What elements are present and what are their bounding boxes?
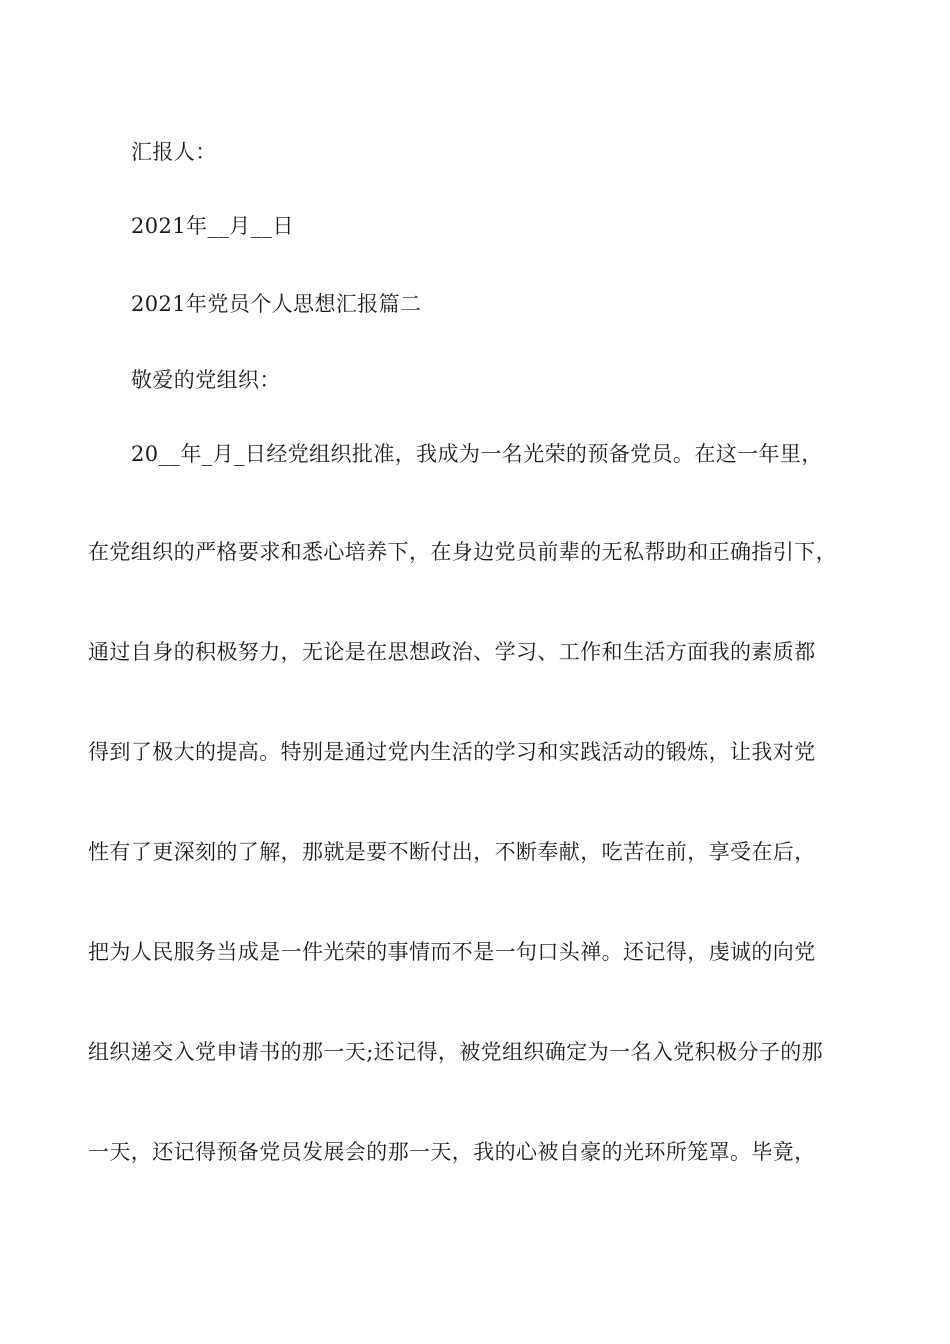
- paragraph-line: 组织递交入党申请书的那一天;还记得，被党组织确定为一名入党积极分子的那: [88, 1040, 824, 1064]
- salutation: 敬爱的党组织：: [131, 368, 281, 392]
- date-line: 2021年__月__日: [131, 214, 294, 238]
- paragraph-line: 得到了极大的提高。特别是通过党内生活的学习和实践活动的锻炼，让我对党: [88, 740, 816, 764]
- paragraph-line: 通过自身的积极努力，无论是在思想政治、学习、工作和生活方面我的素质都: [88, 640, 816, 664]
- paragraph-line: 在党组织的严格要求和悉心培养下，在身边党员前辈的无私帮助和正确指引下，: [88, 540, 837, 564]
- reporter-label: 汇报人：: [131, 140, 217, 164]
- paragraph-line: 一天，还记得预备党员发展会的那一天，我的心被自豪的光环所笼罩。毕竟，: [88, 1140, 816, 1164]
- paragraph-line: 20__年_月_日经党组织批准，我成为一名光荣的预备党员。在这一年里，: [131, 442, 823, 466]
- paragraph-line: 性有了更深刻的了解，那就是要不断付出，不断奉献，吃苦在前，享受在后，: [88, 840, 816, 864]
- section-title: 2021年党员个人思想汇报篇二: [131, 292, 422, 316]
- paragraph-line: 把为人民服务当成是一件光荣的事情而不是一句口头禅。还记得，虔诚的向党: [88, 940, 816, 964]
